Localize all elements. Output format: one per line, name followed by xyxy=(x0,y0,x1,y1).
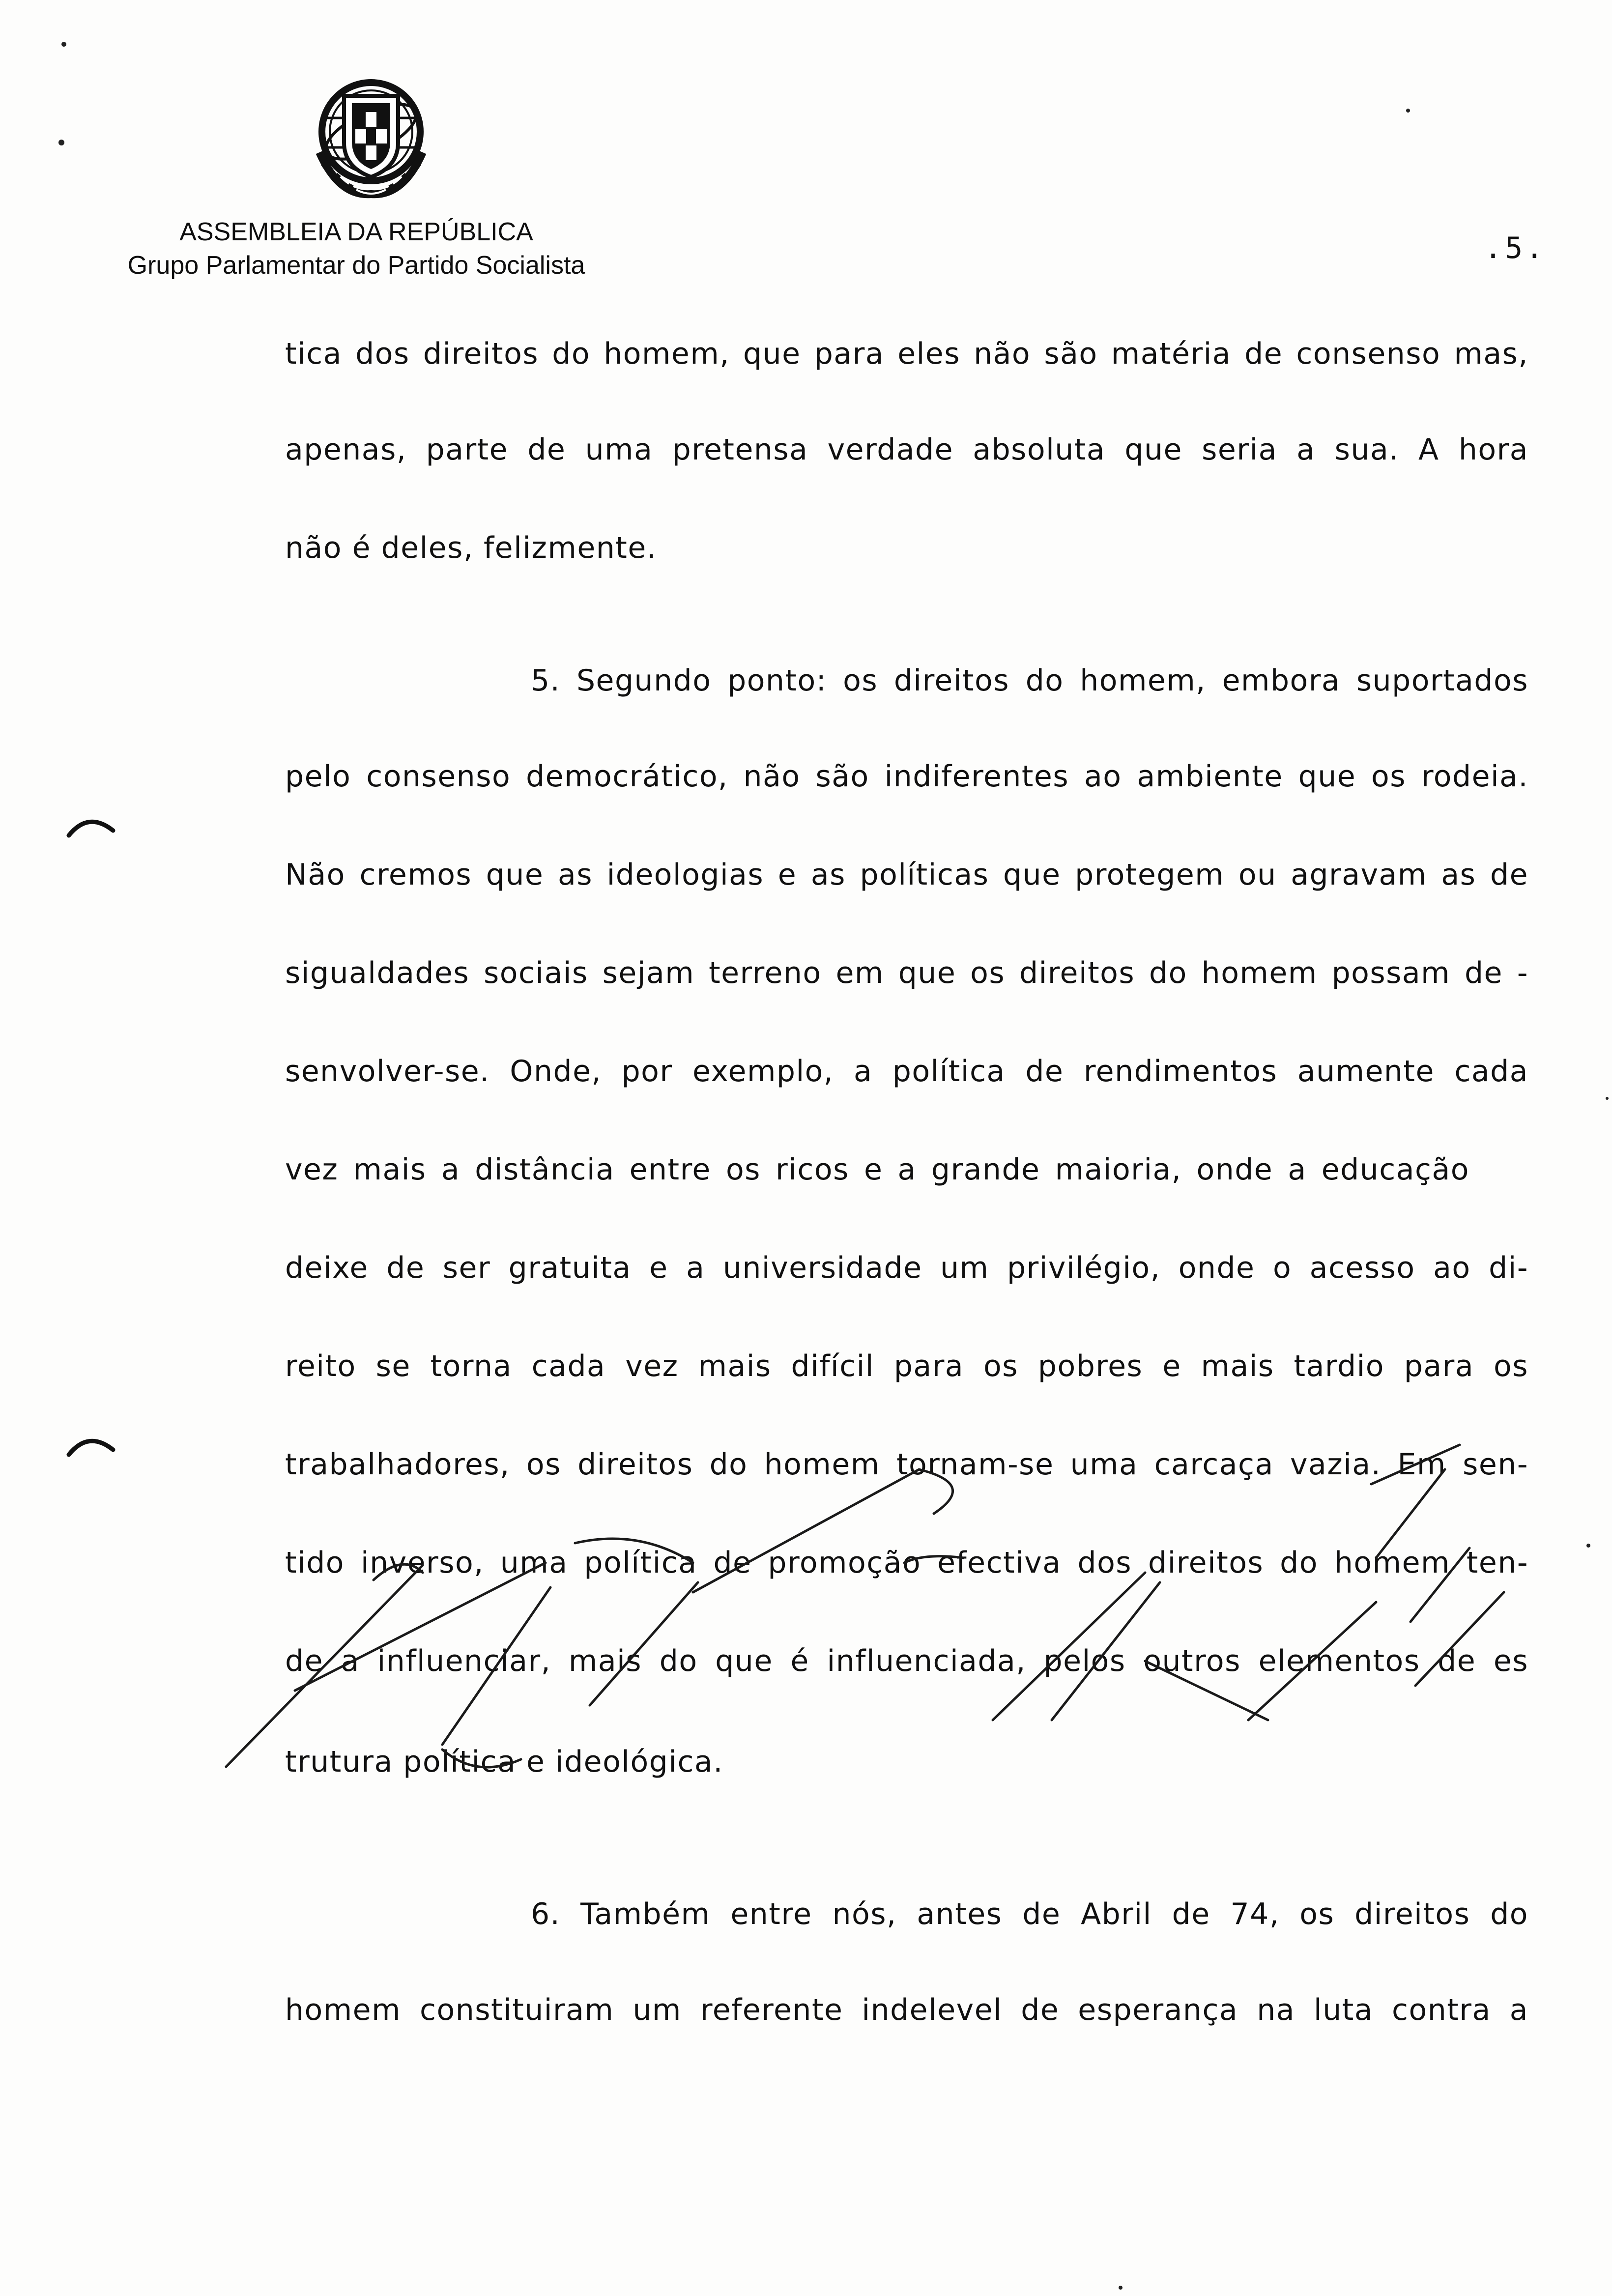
page-number: .5. xyxy=(1484,231,1547,265)
coat-of-arms-portugal-icon xyxy=(310,74,432,201)
text-line: não é deles, felizmente. xyxy=(285,531,657,565)
text-line: trabalhadores, os direitos do homem tornam-se uma carcaça vazia. Em sen- xyxy=(285,1447,1528,1482)
letterhead xyxy=(74,215,639,282)
text-line: tica dos direitos do homem, que para eles não são matéria de consenso mas, xyxy=(285,337,1528,371)
text-line: reito se torna cada vez mais difícil para os pobres e mais tardio para os xyxy=(285,1349,1528,1383)
text-line: sigualdades sociais sejam terreno em que os direitos do homem possam de - xyxy=(285,956,1528,990)
text-line: de a influenciar, mais do que é influenciada, pelos outros elementos de es xyxy=(285,1644,1528,1678)
institution-name: ASSEMBLEIA DA REPÚBLICA xyxy=(179,218,533,246)
paragraph-heading-line: 6. Também entre nós, antes de Abril de 74, os direitos do xyxy=(531,1897,1528,1931)
text-line: pelo consenso democrático, não são indiferentes ao ambiente que os rodeia. xyxy=(285,759,1528,794)
text-line: senvolver-se. Onde, por exemplo, a política de rendimentos aumente cada xyxy=(285,1054,1528,1089)
text-line: trutura política e ideológica. xyxy=(285,1745,723,1779)
text-line: apenas, parte de uma pretensa verdade absoluta que seria a sua. A hora xyxy=(285,432,1528,467)
paragraph-heading-line: 5. Segundo ponto: os direitos do homem, embora suportados xyxy=(531,663,1528,698)
parliamentary-group-name: Grupo Parlamentar do Partido Socialista xyxy=(127,251,585,280)
text-line: tido inverso, uma política de promoção efectiva dos direitos do homem ten- xyxy=(285,1546,1528,1580)
text-line: vez mais a distância entre os ricos e a grande maioria, onde a educação xyxy=(285,1152,1469,1187)
text-line: deixe de ser gratuita e a universidade um privilégio, onde o acesso ao di- xyxy=(285,1251,1528,1285)
text-line: Não cremos que as ideologias e as políticas que protegem ou agravam as de xyxy=(285,858,1528,892)
text-line: homem constituiram um referente indelevel de esperança na luta contra a xyxy=(285,1993,1528,2027)
